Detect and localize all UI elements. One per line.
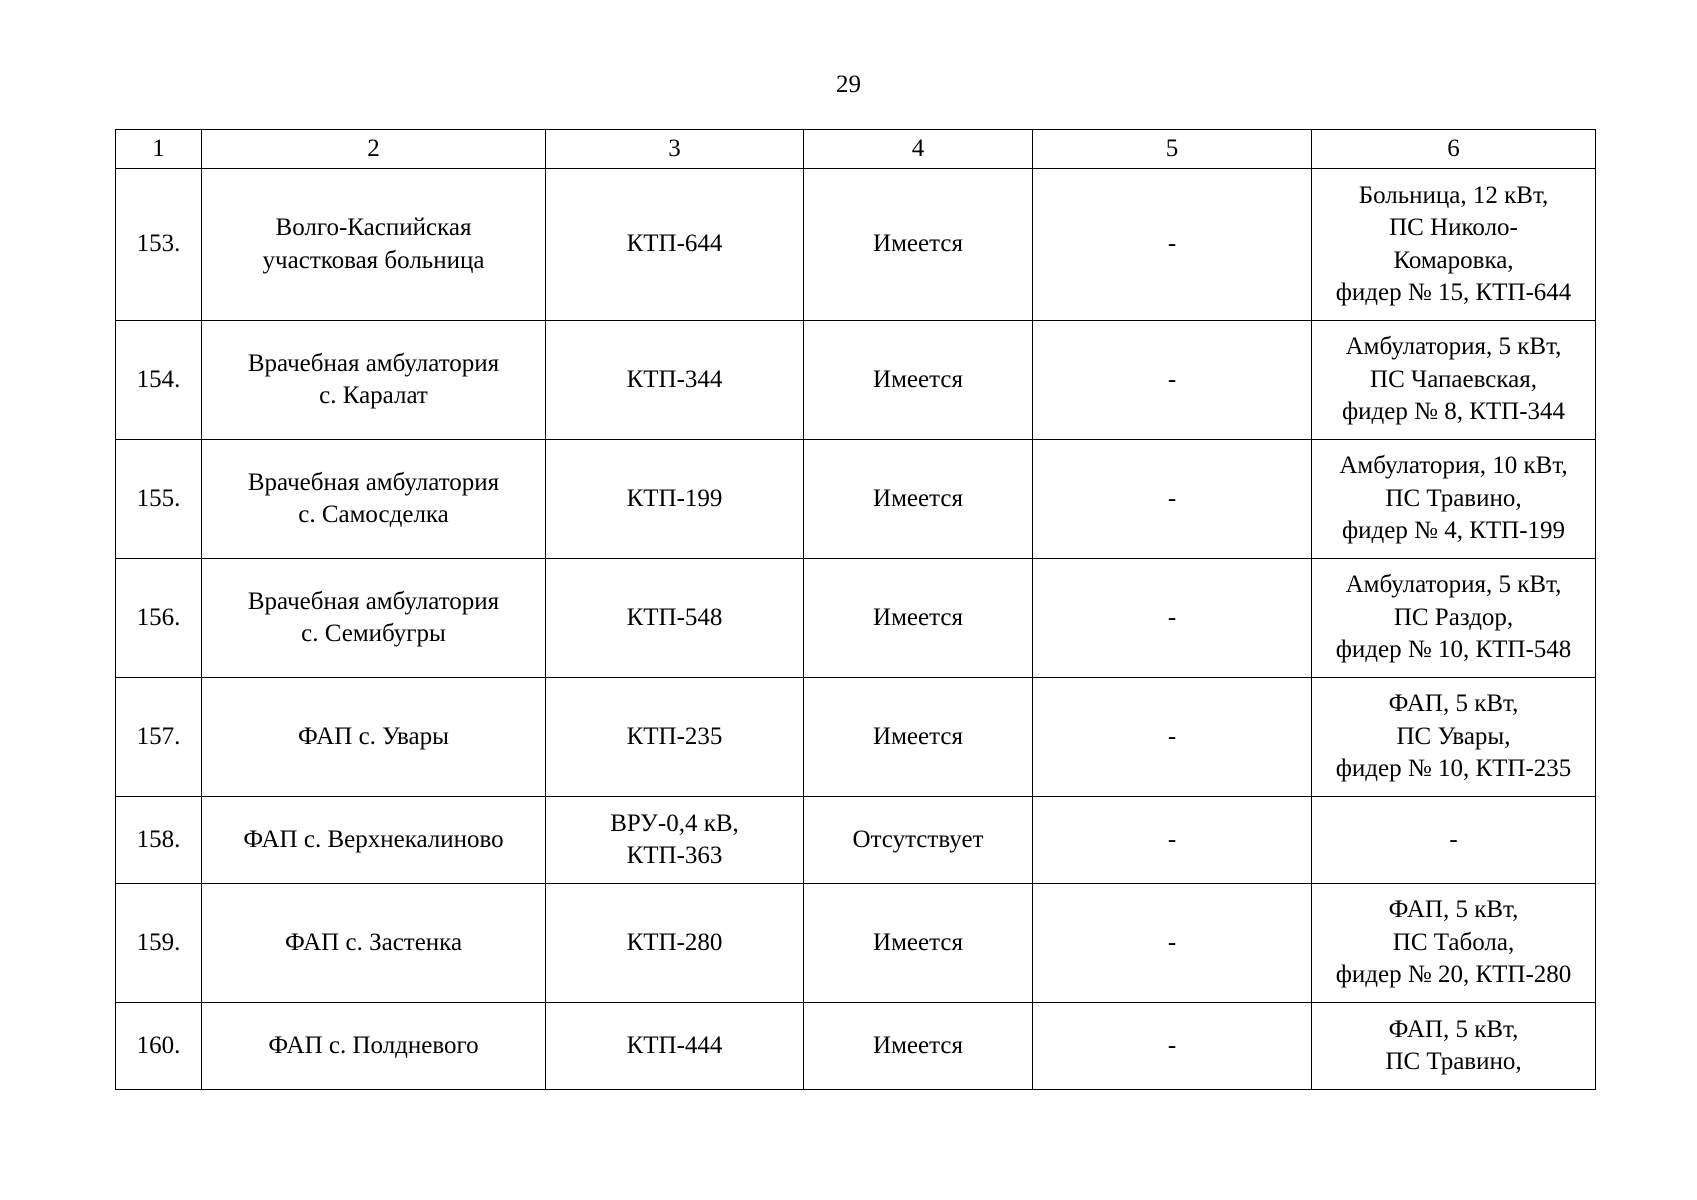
row-number-cell: 154. xyxy=(116,321,202,440)
table-row xyxy=(116,1003,1596,1090)
table-row xyxy=(116,678,1596,797)
table-row xyxy=(116,797,1596,884)
column-5-cell: - xyxy=(1033,321,1312,440)
facility-name-cell: Врачебная амбулатория с. Каралат xyxy=(202,321,546,440)
header-cell-5: 5 xyxy=(1033,130,1312,169)
substation-cell: КТП-344 xyxy=(546,321,804,440)
substation-cell: КТП-235 xyxy=(546,678,804,797)
row-number-cell: 158. xyxy=(116,797,202,884)
status-cell: Имеется xyxy=(804,1003,1033,1090)
facility-name-cell: Врачебная амбулатория с. Семибугры xyxy=(202,559,546,678)
table-row xyxy=(116,169,1596,321)
header-cell-3: 3 xyxy=(546,130,804,169)
substation-cell: ВРУ-0,4 кВ, КТП-363 xyxy=(546,797,804,884)
table-row xyxy=(116,559,1596,678)
column-5-cell: - xyxy=(1033,559,1312,678)
facility-name-cell: Врачебная амбулатория с. Самосделка xyxy=(202,440,546,559)
column-5-cell: - xyxy=(1033,1003,1312,1090)
substation-cell: КТП-644 xyxy=(546,169,804,321)
header-cell-1: 1 xyxy=(116,130,202,169)
column-5-cell: - xyxy=(1033,797,1312,884)
facility-name-cell: ФАП с. Застенка xyxy=(202,884,546,1003)
table-row xyxy=(116,321,1596,440)
row-number-cell: 156. xyxy=(116,559,202,678)
status-cell: Отсутствует xyxy=(804,797,1033,884)
substation-cell: КТП-548 xyxy=(546,559,804,678)
row-number-cell: 157. xyxy=(116,678,202,797)
header-cell-6: 6 xyxy=(1312,130,1596,169)
status-cell: Имеется xyxy=(804,559,1033,678)
header-row xyxy=(116,130,1596,169)
substation-cell: КТП-280 xyxy=(546,884,804,1003)
supply-details-cell: Амбулатория, 5 кВт, ПС Раздор, фидер № 10, КТП-548 xyxy=(1312,559,1596,678)
column-5-cell: - xyxy=(1033,169,1312,321)
facility-name-cell: ФАП с. Верхнекалиново xyxy=(202,797,546,884)
header-cell-2: 2 xyxy=(202,130,546,169)
row-number-cell: 159. xyxy=(116,884,202,1003)
supply-details-cell: Амбулатория, 5 кВт, ПС Чапаевская, фидер № 8, КТП-344 xyxy=(1312,321,1596,440)
status-cell: Имеется xyxy=(804,169,1033,321)
page-number: 29 xyxy=(836,71,861,98)
status-cell: Имеется xyxy=(804,321,1033,440)
supply-details-cell: Амбулатория, 10 кВт, ПС Травино, фидер № 4, КТП-199 xyxy=(1312,440,1596,559)
supply-details-cell: ФАП, 5 кВт, ПС Травино, xyxy=(1312,1003,1596,1090)
supply-details-cell: ФАП, 5 кВт, ПС Увары, фидер № 10, КТП-235 xyxy=(1312,678,1596,797)
facility-name-cell: ФАП с. Полдневого xyxy=(202,1003,546,1090)
column-5-cell: - xyxy=(1033,678,1312,797)
status-cell: Имеется xyxy=(804,678,1033,797)
table-row xyxy=(116,440,1596,559)
status-cell: Имеется xyxy=(804,440,1033,559)
facilities-table xyxy=(115,129,1596,1090)
supply-details-cell: - xyxy=(1312,797,1596,884)
substation-cell: КТП-199 xyxy=(546,440,804,559)
facility-name-cell: ФАП с. Увары xyxy=(202,678,546,797)
facility-name-cell: Волго-Каспийская участковая больница xyxy=(202,169,546,321)
column-5-cell: - xyxy=(1033,884,1312,1003)
supply-details-cell: ФАП, 5 кВт, ПС Табола, фидер № 20, КТП-280 xyxy=(1312,884,1596,1003)
substation-cell: КТП-444 xyxy=(546,1003,804,1090)
column-5-cell: - xyxy=(1033,440,1312,559)
table-row xyxy=(116,884,1596,1003)
status-cell: Имеется xyxy=(804,884,1033,1003)
header-cell-4: 4 xyxy=(804,130,1033,169)
row-number-cell: 155. xyxy=(116,440,202,559)
row-number-cell: 160. xyxy=(116,1003,202,1090)
supply-details-cell: Больница, 12 кВт, ПС Николо- Комаровка, фидер № 15, КТП-644 xyxy=(1312,169,1596,321)
row-number-cell: 153. xyxy=(116,169,202,321)
